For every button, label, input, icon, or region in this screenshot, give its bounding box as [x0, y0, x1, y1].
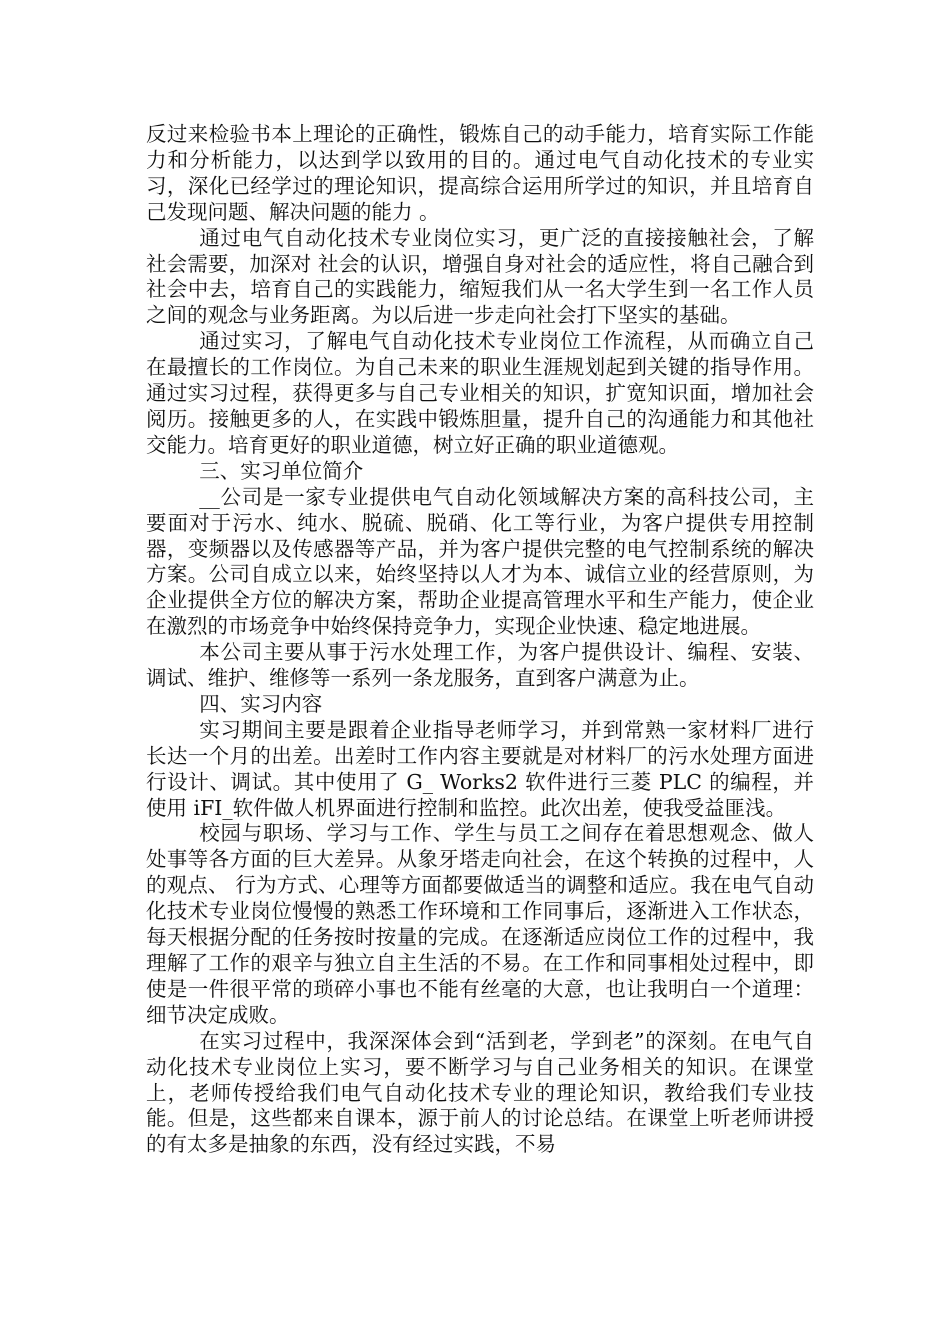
- body-paragraph-8: 在实习过程中，我深深体会到“活到老，学到老”的深刻。在电气自动化技术专业岗位上实习，要不断学习与自己业务相关的知识。在课堂上，老师传授给我们电气自动化技术专业的理论知识，教给我们专业技能。但是，这些都来自课本，源于前人的讨论总结。在课堂上听老师讲授的有太多是抽象的东西，没有经过实践，不易: [146, 1028, 814, 1157]
- body-paragraph-2: 通过电气自动化技术专业岗位实习，更广泛的直接接触社会，了解社会需要，加深对 社会的认识，增强自身对社会的适应性，将自己融合到社会中去，培育自己的实践能力，缩短我们从一名大学生到一名工作人员之间的观念与业务距离。为以后进一步走向社会打下坚实的基础。: [146, 225, 814, 328]
- body-paragraph-5: 本公司主要从事于污水处理工作，为客户提供设计、编程、安装、调试、维护、维修等一系列一条龙服务，直到客户满意为止。: [146, 640, 814, 691]
- body-paragraph-1: 反过来检验书本上理论的正确性，锻炼自己的动手能力，培育实际工作能力和分析能力，以达到学以致用的目的。通过电气自动化技术的专业实习，深化已经学过的理论知识，提高综合运用所学过的知识，并且培育自己发现问题、解决问题的能力 。: [146, 122, 814, 224]
- document-page: [146, 122, 814, 1158]
- body-paragraph-4: __公司是一家专业提供电气自动化领域解决方案的高科技公司，主要面对于污水、纯水、脱硫、脱硝、化工等行业，为客户提供专用控制器，变频器以及传感器等产品，并为客户提供完整的电气控制系统的解决方案。公司自成立以来，始终坚持以人才为本、诚信立业的经营原则，为企业提供全方位的解决方案，帮助企业提高管理水平和生产能力，使企业在激烈的市场竞争中始终保持竞争力，实现企业快速、稳定地进展。: [146, 484, 814, 639]
- section-heading-4: 四、实习内容: [199, 691, 323, 716]
- body-paragraph-7: 校园与职场、学习与工作、学生与员工之间存在着思想观念、做人处事等各方面的巨大差异。从象牙塔走向社会，在这个转换的过程中，人的观点、 行为方式、心理等方面都要做适当的调整和适应。我在电气自动化技术专业岗位慢慢的熟悉工作环境和工作同事后，逐渐进入工作状态，每天根据分配的任务按时按量的完成。在逐渐适应岗位工作的过程中，我理解了工作的艰辛与独立自主生活的不易。在工作和同事相处过程中，即使是一件很平常的琐碎小事也不能有丝毫的大意，也让我明白一个道理：细节决定成败。: [146, 821, 814, 1027]
- body-paragraph-6: 实习期间主要是跟着企业指导老师学习，并到常熟一家材料厂进行长达一个月的出差。出差时工作内容主要就是对材料厂的污水处理方面进行设计、调试。其中使用了 G_ Works2 软件进行三菱 PLC 的编程，并使用 iFI_软件做人机界面进行控制和监控。此次出差，使我受益匪浅。: [146, 717, 814, 820]
- body-paragraph-3: 通过实习，了解电气自动化技术专业岗位工作流程，从而确立自己在最擅长的工作岗位。为自己未来的职业生涯规划起到关键的指导作用。通过实习过程，获得更多与自己专业相关的知识，扩宽知识面，增加社会阅历。接触更多的人，在实践中锻炼胆量，提升自己的沟通能力和其他社交能力。培育更好的职业道德，树立好正确的职业道德观。: [146, 329, 814, 457]
- section-heading-3: 三、实习单位简介: [199, 458, 364, 483]
